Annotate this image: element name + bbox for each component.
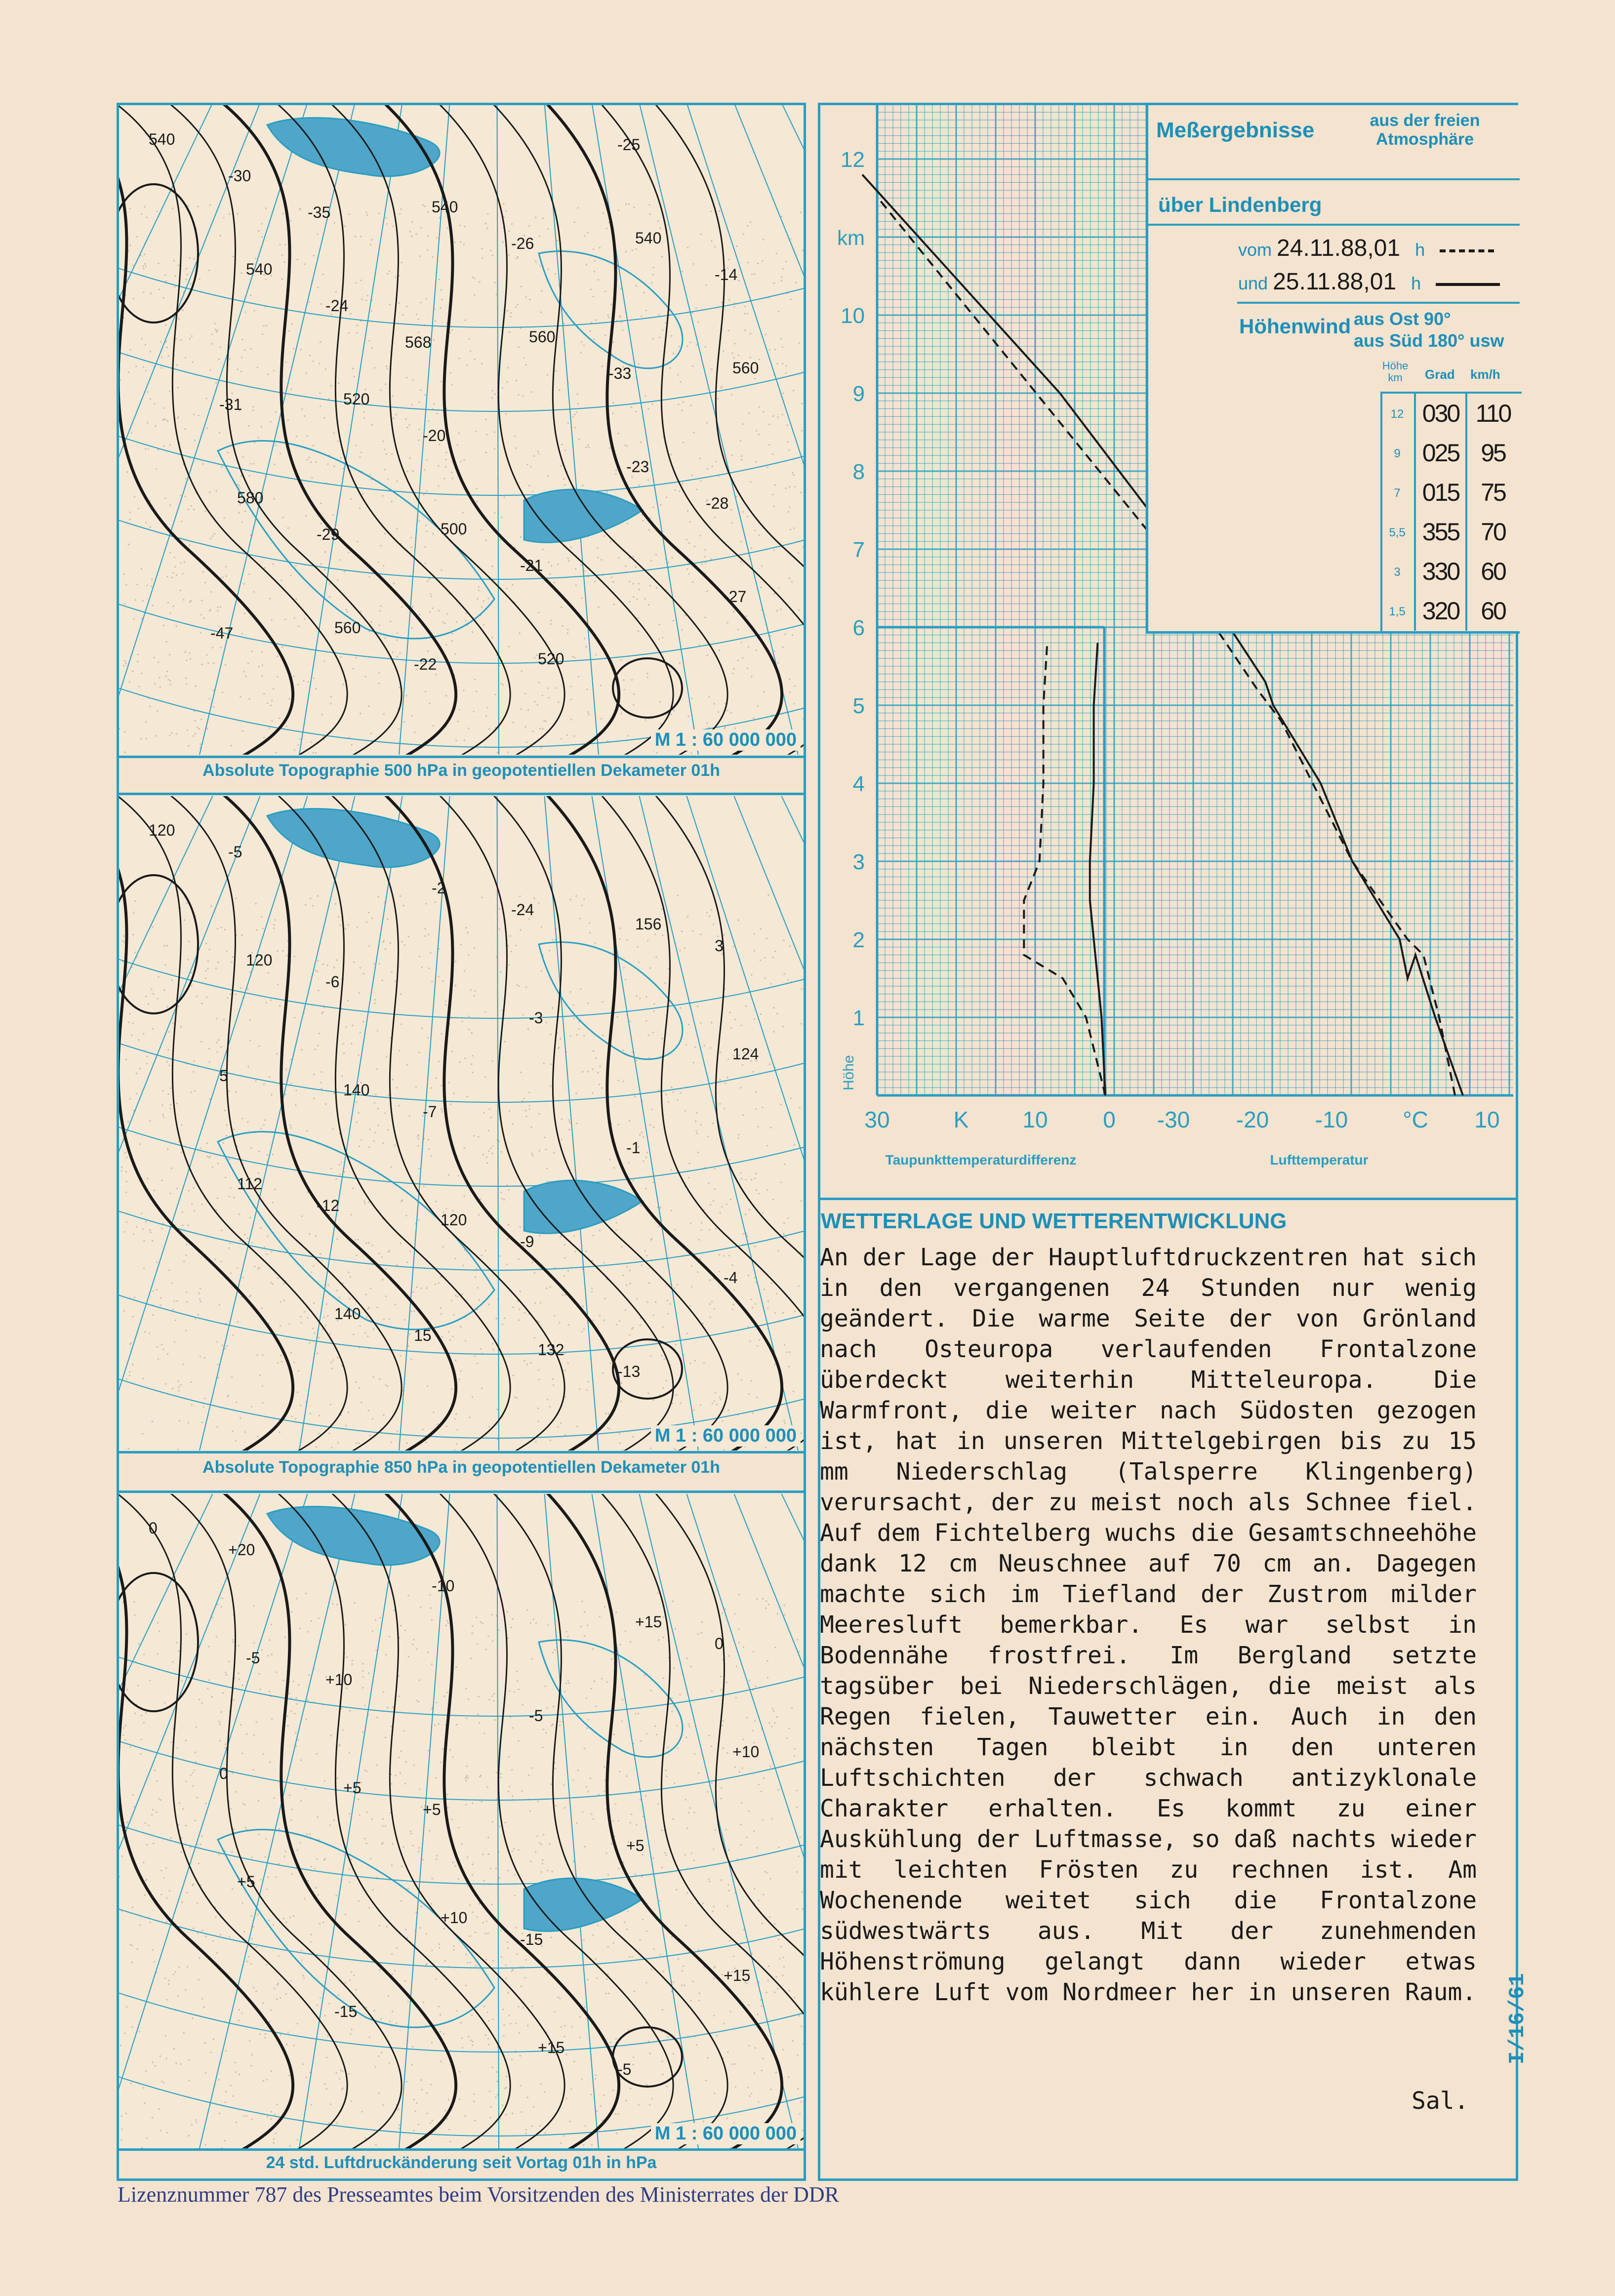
to-hour: h — [1411, 273, 1421, 293]
map-500hpa-caption: Absolute Topographie 500 hPa in geopotentiellen Dekameter 01h — [202, 761, 720, 780]
divider — [119, 793, 804, 795]
wind-legend-1: aus Ost 90° — [1354, 309, 1451, 329]
wind-row-speed: 60 — [1481, 558, 1505, 585]
isoline-value-label: 140 — [334, 1305, 361, 1323]
isoline-value-label: 120 — [441, 1211, 467, 1229]
isoline-value-label: -35 — [308, 203, 331, 221]
wind-row-degree: 330 — [1414, 552, 1467, 591]
dew-tick-label: 0 — [1103, 1107, 1116, 1132]
wind-row — [1382, 591, 1522, 631]
from-value: 24.11.88,01 — [1277, 235, 1401, 261]
map-850hpa-caption: Absolute Topographie 850 hPa in geopotentiellen Dekameter 01h — [202, 1458, 720, 1477]
sounding-location: über Lindenberg — [1158, 193, 1322, 216]
dew-axis-label: Taupunkttemperaturdifferenz — [885, 1152, 1077, 1168]
isoline-value-label: 520 — [343, 390, 370, 408]
isoline-value-label: -7 — [423, 1103, 437, 1121]
isolines — [119, 796, 804, 1450]
isoline-value-label: -5 — [228, 843, 242, 861]
coastlines — [218, 809, 683, 1329]
wind-row — [1382, 433, 1522, 473]
isoline-value-label: 540 — [149, 130, 175, 148]
wind-row-degree: 030 — [1414, 394, 1467, 433]
isoline-value-label: 15 — [414, 1327, 432, 1344]
isoline-value-label: -13 — [617, 1363, 641, 1380]
isoline-value-label: +5 — [423, 1801, 441, 1818]
wind-row — [1382, 473, 1522, 512]
isoline-value-label: -24 — [325, 297, 349, 315]
isoline-value-label: -14 — [715, 266, 738, 283]
isoline-value-label: 500 — [441, 520, 467, 538]
wind-row-speed: 110 — [1475, 400, 1511, 427]
y-tick-label: 8 — [852, 460, 865, 484]
map-pressure-change-scale: M 1 : 60 000 000 — [651, 2123, 801, 2144]
isoline-value-label: +15 — [635, 1613, 662, 1631]
temp-tick-label: -20 — [1236, 1107, 1269, 1132]
wind-col-height: Höhe km — [1382, 360, 1409, 384]
isoline-value-label: -26 — [511, 235, 534, 252]
wind-row-height: 3 — [1394, 565, 1401, 579]
from-label: vom — [1238, 240, 1272, 260]
isoline-value-label: -23 — [626, 458, 649, 476]
isoline-value-label: 132 — [538, 1341, 565, 1359]
isoline-value-label: +15 — [538, 2039, 565, 2056]
isoline-value-label: 540 — [635, 229, 662, 247]
isoline-value-label: 0 — [715, 1635, 724, 1652]
isoline-value-label: -5 — [617, 2060, 632, 2078]
graticule — [119, 1494, 804, 2148]
divider — [119, 756, 804, 758]
isoline-value-label: 112 — [237, 1175, 263, 1193]
wind-row — [1382, 394, 1522, 433]
wind-row-degree: 015 — [1414, 473, 1467, 512]
wind-row-height: 9 — [1394, 447, 1401, 460]
divider — [1148, 178, 1520, 180]
isoline-value-label: -3 — [529, 1009, 543, 1027]
wind-row-speed: 60 — [1481, 597, 1505, 625]
y-tick-label: 9 — [852, 382, 865, 406]
isoline-value-label: -25 — [617, 136, 641, 154]
isoline-labels — [149, 130, 759, 673]
dew-tick-label: 10 — [1022, 1107, 1048, 1132]
y-tick-label: 2 — [852, 928, 865, 952]
y-tick-label: 4 — [852, 772, 865, 796]
isoline-value-label: +10 — [441, 1909, 468, 1927]
temp-tick-label: -10 — [1315, 1107, 1348, 1132]
isoline-value-label: -1 — [626, 1139, 641, 1157]
map-pressure-change-drawing — [119, 1494, 804, 2148]
sounding-subtitle: aus der freien Atmosphäre — [1370, 111, 1480, 149]
wind-col-degree: Grad — [1425, 367, 1455, 382]
divider — [119, 1451, 804, 1453]
graticule — [119, 105, 804, 755]
license-footer: Lizenznummer 787 des Presseamtes beim Vorsitzenden des Ministerrates der DDR — [118, 2182, 840, 2207]
map-pressure-change — [119, 1494, 804, 2148]
isoline-value-label: 560 — [732, 359, 759, 377]
isoline-value-label: -21 — [520, 557, 543, 574]
y-tick-label: 3 — [852, 850, 865, 874]
wind-row-height: 5,5 — [1389, 526, 1406, 539]
isolines — [119, 105, 804, 755]
wind-row-height: 7 — [1394, 486, 1401, 500]
isoline-value-label: -15 — [334, 2003, 358, 2020]
wind-row-speed: 70 — [1481, 518, 1505, 546]
isoline-value-label: +5 — [237, 1873, 255, 1891]
to-value: 25.11.88,01 — [1273, 269, 1397, 295]
isoline-value-label: +5 — [626, 1837, 645, 1854]
isoline-value-label: 0 — [219, 1765, 228, 1782]
side-code: I/16/61 — [1505, 1973, 1530, 2064]
isoline-value-label: +20 — [228, 1541, 255, 1559]
dew-tick-label: K — [953, 1107, 969, 1132]
graticule — [119, 796, 804, 1450]
isoline-value-label: +5 — [343, 1779, 362, 1797]
isoline-value-label: 540 — [246, 260, 273, 278]
divider — [1148, 224, 1520, 226]
isoline-value-label: +10 — [732, 1743, 760, 1761]
wind-row-degree: 025 — [1414, 433, 1467, 473]
wind-row — [1382, 512, 1522, 552]
y-tick-label: 5 — [852, 694, 865, 718]
isoline-value-label: -10 — [432, 1577, 455, 1595]
isoline-value-label: 560 — [529, 328, 556, 346]
isoline-value-label: 120 — [149, 821, 175, 839]
isoline-value-label: +15 — [724, 1967, 751, 1984]
weather-heading: WETTERLAGE UND WETTERENTWICKLUNG — [821, 1209, 1287, 1233]
dew-tick-label: 30 — [864, 1107, 890, 1132]
isoline-value-label: -47 — [210, 624, 234, 642]
divider — [1237, 302, 1520, 304]
sounding-header — [1146, 105, 1520, 634]
dashed-legend-line — [1440, 249, 1494, 252]
isoline-value-label: -12 — [317, 1197, 340, 1214]
temp-axis-label: Lufttemperatur — [1270, 1152, 1369, 1168]
isoline-value-label: -6 — [325, 973, 340, 991]
from-hour: h — [1415, 240, 1425, 260]
isoline-value-label: 156 — [635, 915, 662, 933]
isoline-value-label: 568 — [405, 333, 432, 351]
map-pressure-change-caption: 24 std. Luftdruckänderung seit Vortag 01h in hPa — [266, 2153, 657, 2172]
wind-row-height: 12 — [1390, 407, 1404, 421]
temp-tick-label: 10 — [1474, 1107, 1500, 1132]
wind-row-speed: 95 — [1481, 439, 1505, 467]
isoline-value-label: -33 — [608, 364, 632, 382]
isoline-value-label: 0 — [149, 1519, 158, 1537]
y-tick-label: 1 — [852, 1006, 865, 1030]
isoline-value-label: -24 — [511, 901, 534, 919]
map-850hpa-drawing — [119, 796, 804, 1450]
temp-tick-label: -30 — [1157, 1107, 1190, 1132]
wind-row-degree: 355 — [1414, 512, 1467, 552]
weather-paragraph: An der Lage der Hauptluftdruckzentren hat sich in den vergangenen 24 Stunden nur wenig geändert. Die warme Seite der von Grönland nach Osteuropa verlaufenden Frontalzone überdeckt weiterhin Mitteleuropa. Die Warmfront, die weiter nach Südosten gezogen ist, hat in unseren Mittelgebirgen bis zu 15 mm Niederschlag (Talsperre Klingenberg) verursacht, der zu meist noch als Schnee fiel. Auf dem Fichtelberg wuchs die Gesamtschneehöhe dank 12 cm Neuschnee auf 70 cm an. Dagegen machte sich im Tiefland der Zustrom milder Meeresluft bemerkbar. Es war selbst in Bodennähe frostfrei. Im Bergland setzte tagsüber bei Niederschlägen, die meist als Regen fielen, Tauwetter ein. Auch in den nächsten Tagen bleibt in den unteren Luftschichten der schwach antizyklonale Charakter erhalten. Es kommt zu einer Auskühlung der Luftmasse, so daß nachts wieder mit leichten Frösten zu rechnen ist. Am Wochenende weitet sich die Frontalzone südwestwärts aus. Mit der zunehmenden Höhenströmung gelangt dann wieder etwas kühlere Luft vom Nordmeer her in unseren Raum. — [820, 1244, 1477, 2006]
wind-legend-2: aus Süd 180° usw — [1354, 330, 1504, 351]
to-row — [1238, 268, 1500, 295]
y-axis-label: Höhe — [841, 1055, 857, 1090]
isoline-value-label: -22 — [414, 655, 437, 673]
isoline-value-label: -2 — [432, 879, 446, 897]
y-tick-label: 10 — [841, 304, 865, 328]
wind-title: Höhenwind — [1239, 315, 1351, 338]
from-row — [1238, 235, 1494, 262]
isoline-value-label: 540 — [432, 198, 458, 216]
map-500hpa-drawing — [119, 105, 804, 755]
isoline-value-label: 580 — [237, 489, 264, 507]
wind-table — [1380, 392, 1522, 633]
isoline-labels — [149, 821, 759, 1380]
isoline-value-label: -5 — [529, 1707, 543, 1725]
sounding-title: Meßergebnisse — [1156, 118, 1315, 142]
temp-tick-label: °C — [1403, 1107, 1428, 1132]
to-label: und — [1238, 273, 1268, 293]
y-tick-label: 6 — [852, 616, 865, 640]
wind-row-height: 1,5 — [1389, 605, 1406, 618]
isoline-value-label: 140 — [343, 1081, 370, 1099]
isoline-value-label: +10 — [325, 1671, 353, 1689]
map-850hpa-scale: M 1 : 60 000 000 — [651, 1425, 801, 1447]
isoline-value-label: -29 — [317, 525, 340, 543]
isoline-value-label: -28 — [706, 494, 729, 512]
wind-col-speed: km/h — [1470, 367, 1500, 382]
isoline-value-label: 560 — [334, 619, 361, 637]
isoline-labels — [149, 1519, 759, 2078]
isoline-value-label: -15 — [520, 1931, 543, 1948]
wind-row-degree: 320 — [1414, 591, 1467, 631]
map-500hpa — [119, 105, 804, 755]
map-500hpa-scale: M 1 : 60 000 000 — [651, 729, 801, 751]
y-unit-label: km — [837, 226, 865, 249]
isoline-value-label: -31 — [219, 396, 242, 413]
isoline-value-label: -20 — [423, 427, 446, 444]
isoline-value-label: 5 — [219, 1067, 228, 1085]
weather-text — [820, 1242, 1477, 2008]
map-850hpa — [119, 796, 804, 1450]
isoline-value-label: 520 — [538, 650, 565, 668]
isoline-value-label: -30 — [228, 167, 251, 185]
wind-row — [1382, 552, 1522, 591]
y-tick-label: 7 — [852, 538, 865, 562]
isoline-value-label: 124 — [732, 1045, 759, 1063]
isoline-value-label: -9 — [520, 1233, 534, 1250]
isoline-value-label: -5 — [246, 1649, 260, 1667]
isoline-value-label: -4 — [724, 1269, 738, 1287]
divider — [119, 1490, 804, 1493]
isoline-value-label: -27 — [724, 588, 747, 605]
wind-row-speed: 75 — [1481, 479, 1505, 506]
isoline-value-label: 120 — [246, 951, 273, 969]
isoline-value-label: 3 — [715, 937, 724, 955]
divider — [119, 2148, 804, 2151]
y-tick-label: 12 — [841, 148, 865, 172]
weather-signature: Sal. — [1412, 2087, 1469, 2115]
solid-legend-line — [1436, 283, 1500, 286]
isolines — [119, 1494, 804, 2148]
